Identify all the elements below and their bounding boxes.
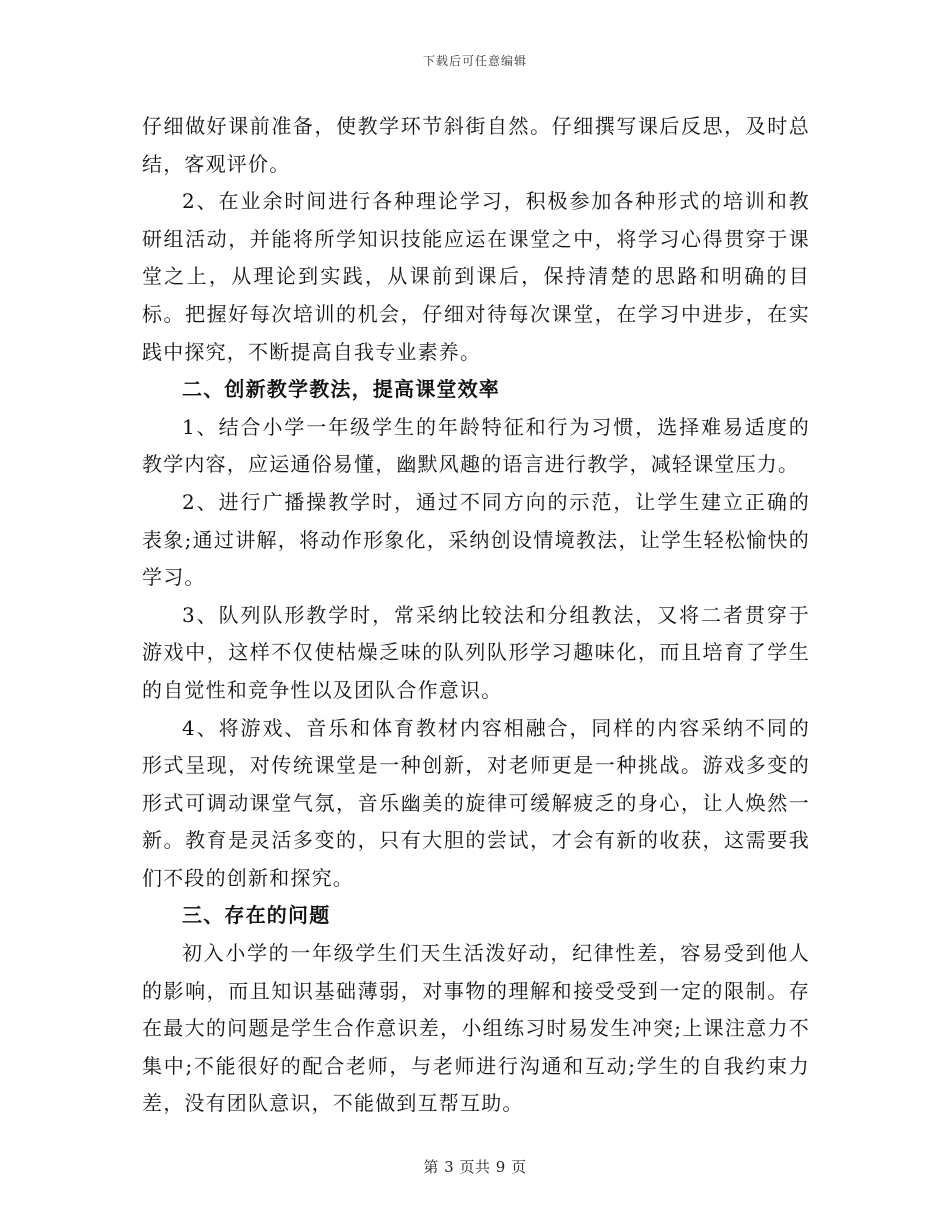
section-heading-problems: 三、存在的问题 [182, 903, 331, 928]
paragraph-item-4: 4、将游戏、音乐和体育教材内容相融合，同样的内容采纳不同的形式呈现，对传统课堂是一种创新，对老师更是一种挑战。游戏多变的形式可调动课堂气氛，音乐幽美的旋律可缓解疲乏的身心，让人焕然一新。教育是灵活多变的，只有大胆的尝试，才会有新的收获，这需要我们不段的创新和探究。 [142, 715, 810, 890]
paragraph-continued: 仔细做好课前准备，使教学环节斜街自然。仔细撰写课后反思，及时总结，客观评价。 [142, 114, 810, 176]
document-body [142, 108, 810, 1123]
page-number: 第 3 页共 9 页 [423, 1158, 527, 1176]
paragraph-item-3: 3、队列队形教学时，常采纳比较法和分组教法，又将二者贯穿于游戏中，这样不仅使枯燥乏味的队列队形学习趣味化，而且培育了学生的自觉性和竞争性以及团队合作意识。 [142, 602, 810, 702]
paragraph-study: 2、在业余时间进行各种理论学习，积极参加各种形式的培训和教研组活动，并能将所学知识技能应运在课堂之中，将学习心得贯穿于课堂之上，从理论到实践，从课前到课后，保持清楚的思路和明确的目标。把握好每次培训的机会，仔细对待每次课堂，在学习中进步，在实践中探究，不断提高自我专业素养。 [142, 189, 810, 364]
paragraph-item-2: 2、进行广播操教学时，通过不同方向的示范，让学生建立正确的表象;通过讲解，将动作形象化，采纳创设情境教法，让学生轻松愉快的学习。 [142, 489, 810, 590]
paragraph-item-1: 1、结合小学一年级学生的年龄特征和行为习惯，选择难易适度的教学内容，应运通俗易懂，幽默风趣的语言进行教学，减轻课堂压力。 [142, 414, 810, 477]
section-heading-innovation: 二、创新教学教法，提高课堂效率 [182, 377, 500, 402]
header-note: 下载后可任意编辑 [422, 54, 527, 68]
paragraph-problems: 初入小学的一年级学生们天生活泼好动，纪律性差，容易受到他人的影响，而且知识基础薄弱，对事物的理解和接受受到一定的限制。存在最大的问题是学生合作意识差，小组练习时易发生冲突;上课注意力不集中;不能很好的配合老师，与老师进行沟通和互动;学生的自我约束力差，没有团队意识，不能做到互帮互助。 [142, 941, 810, 1116]
